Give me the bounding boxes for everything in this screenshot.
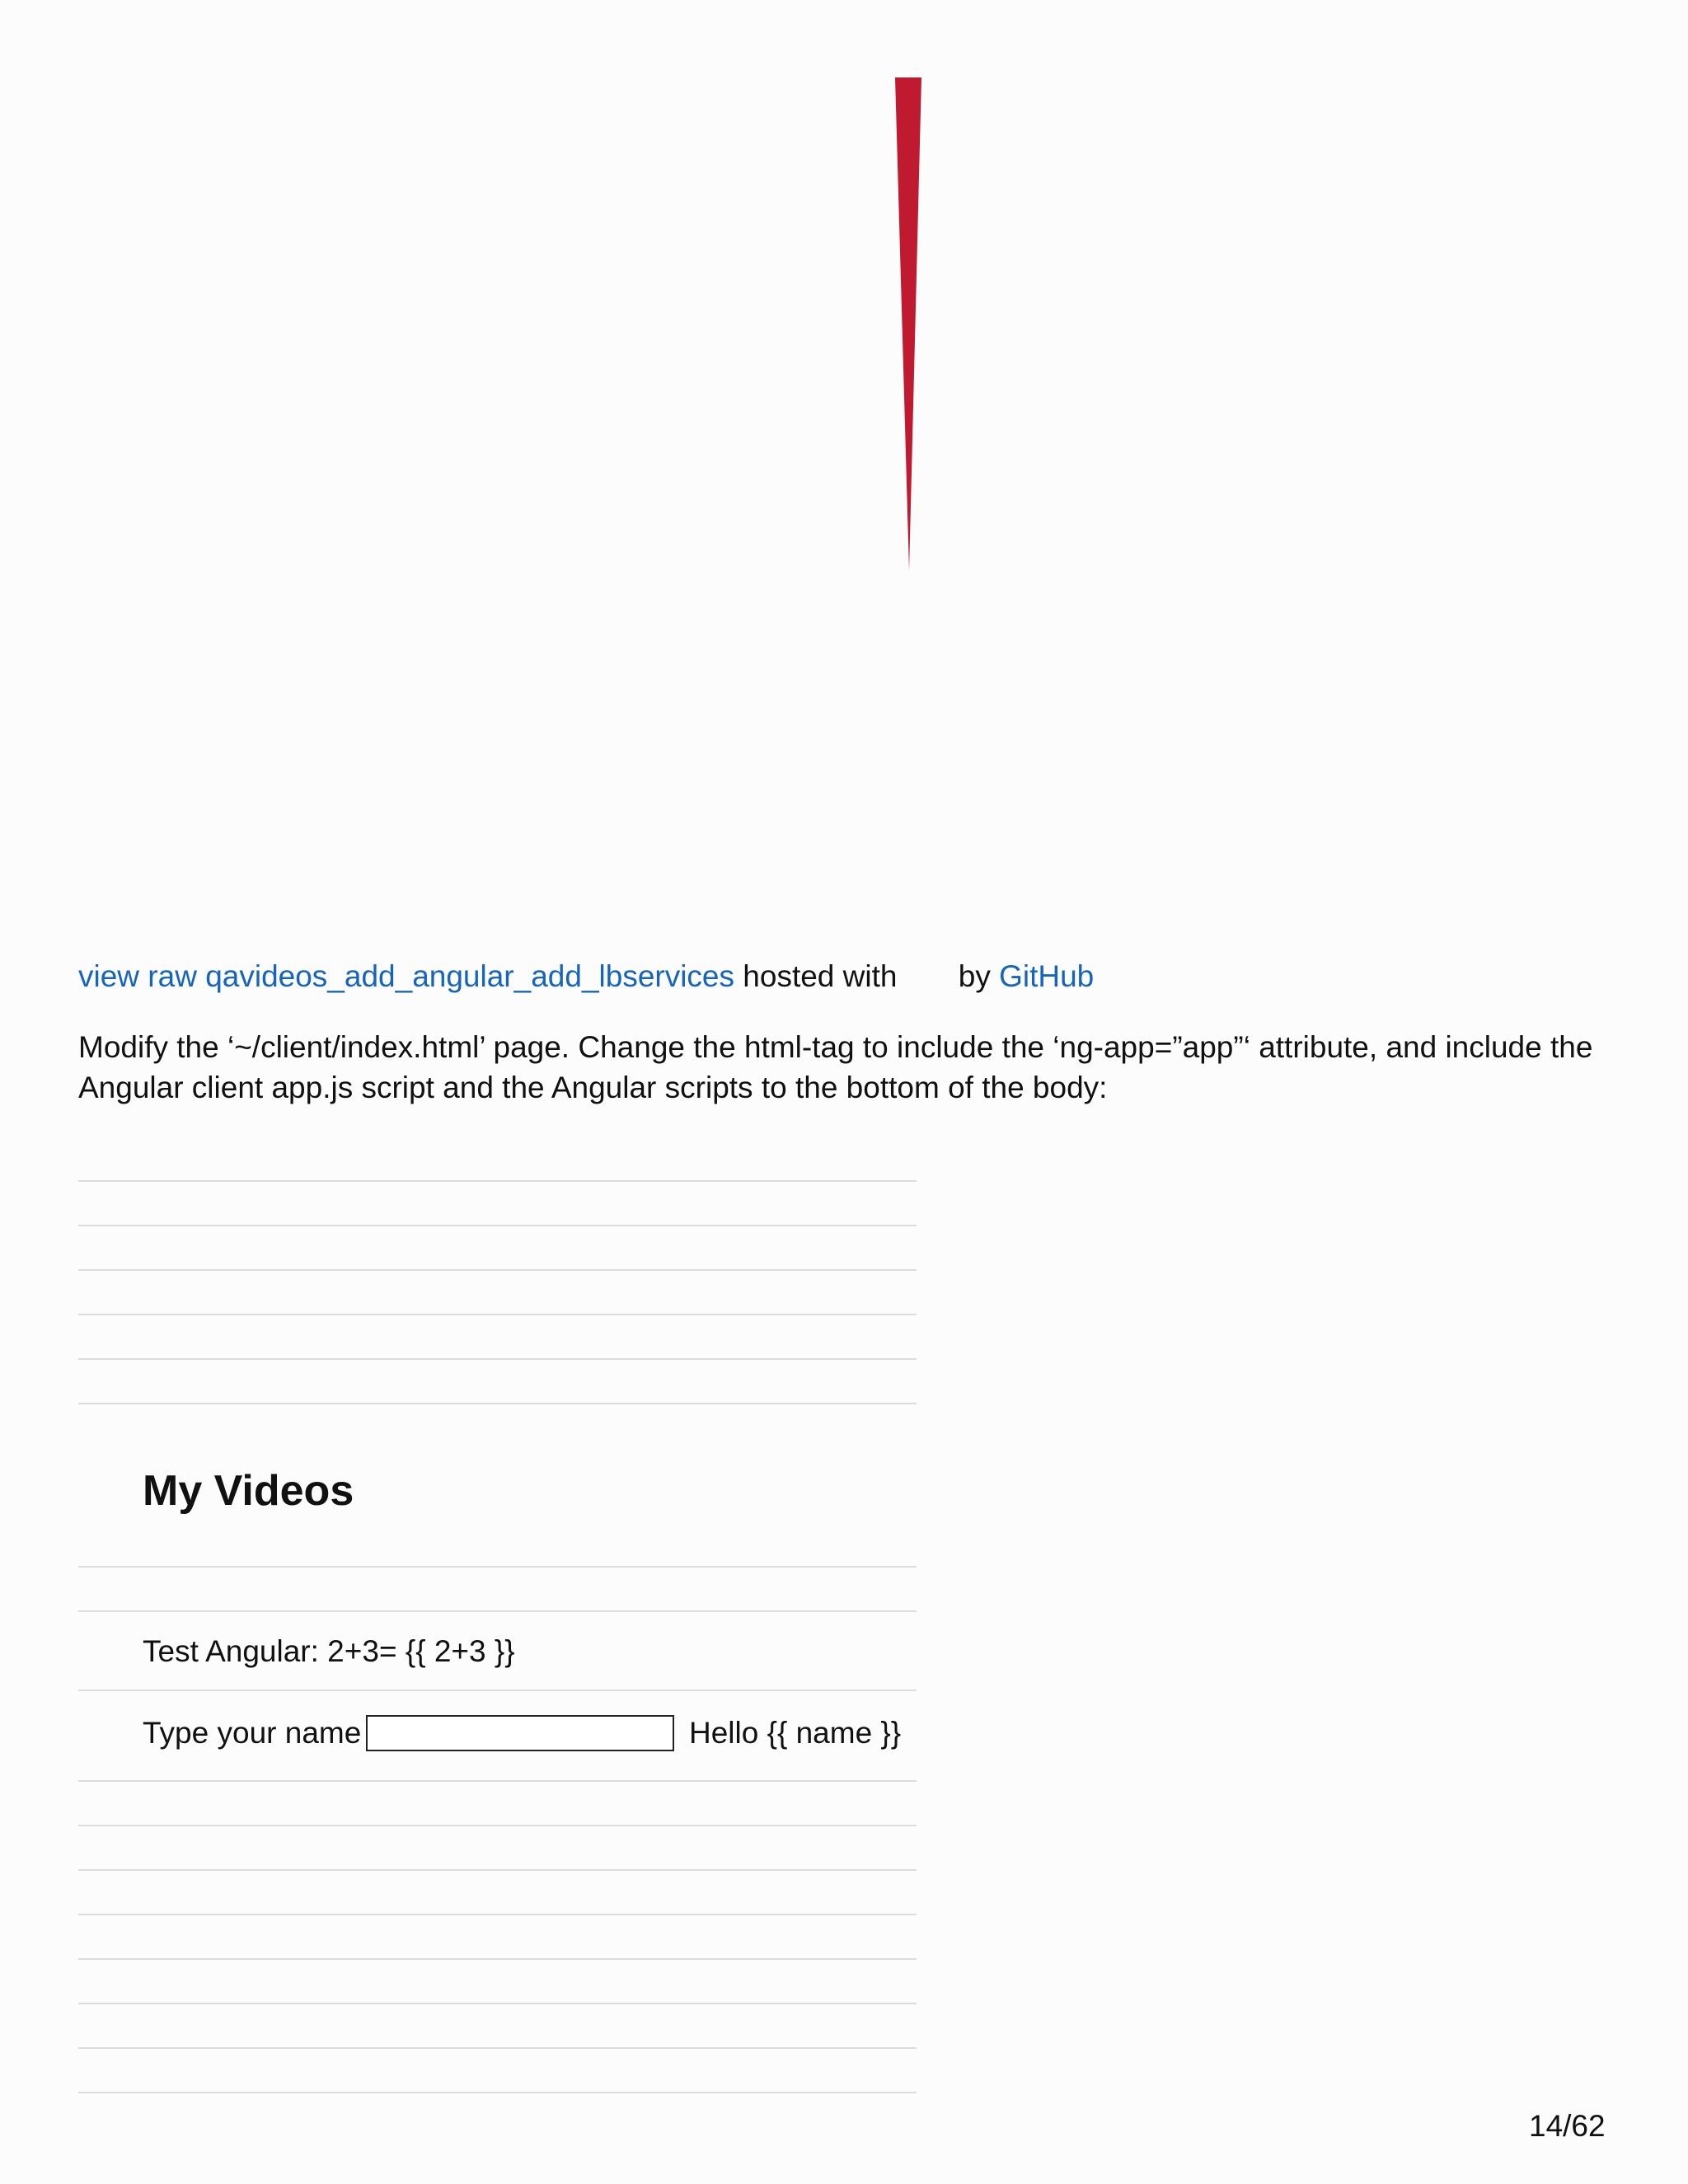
gist-file-link[interactable]: qavideos_add_angular_add_lbservices — [205, 959, 735, 993]
divider — [78, 1958, 917, 1960]
divider — [78, 1358, 917, 1360]
view-raw-link[interactable]: view raw — [78, 959, 197, 993]
name-input[interactable] — [366, 1715, 674, 1751]
divider — [78, 1780, 917, 1782]
divider — [78, 2092, 917, 2093]
divider — [78, 1403, 917, 1404]
name-label: Type your name — [143, 1716, 362, 1750]
hosted-with-text: hosted with — [743, 959, 898, 993]
by-text: by — [958, 959, 991, 993]
gist-footer — [78, 956, 1094, 997]
divider — [78, 1566, 917, 1568]
divider — [78, 1269, 917, 1271]
divider — [78, 1869, 917, 1871]
divider — [78, 1825, 917, 1826]
hello-output: Hello {{ name }} — [689, 1716, 902, 1750]
preview-title: My Videos — [143, 1467, 354, 1515]
divider — [78, 1180, 917, 1182]
divider — [78, 2047, 917, 2049]
divider — [78, 1225, 917, 1226]
divider — [78, 1690, 917, 1691]
angular-test-text: Test Angular: 2+3= {{ 2+3 }} — [143, 1634, 515, 1668]
instruction-paragraph: Modify the ‘~/client/index.html’ page. Change the html-tag to include the ‘ng-app=”app”‘ attribute, and include the Angular client app.js script and the Angular scripts to the bottom of the body: — [78, 1030, 1593, 1104]
divider — [78, 1914, 917, 1915]
page-number: 14/62 — [1529, 2109, 1606, 2143]
divider — [78, 1314, 917, 1315]
divider — [78, 1610, 917, 1612]
github-link[interactable]: GitHub — [999, 959, 1095, 993]
decorative-wedge — [895, 77, 921, 570]
divider — [78, 2003, 917, 2004]
